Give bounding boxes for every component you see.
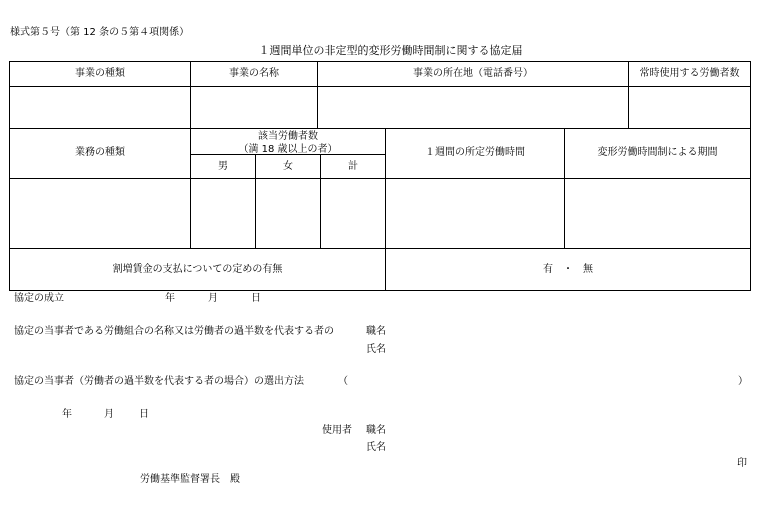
overtime-label: 割増賃金の支払についての定めの有無 (112, 264, 283, 275)
header-female: 女 (283, 161, 293, 172)
form-number: 様式第５号（第 12 条の５第４項関係） (10, 27, 190, 38)
union-title-label: 職名 (366, 326, 386, 337)
agreement-day: 日 (251, 293, 261, 304)
signing-day: 日 (139, 409, 149, 420)
agreement-month: 月 (208, 293, 218, 304)
agreement-year: 年 (165, 293, 175, 304)
method-paren-open: （ (338, 376, 348, 387)
signing-year: 年 (62, 409, 72, 420)
employer-label: 使用者 (322, 425, 352, 436)
form-title: １週間単位の非定型的変形労働時間制に関する協定届 (258, 44, 523, 57)
header-period: 変形労働時間制による期間 (597, 147, 718, 158)
union-name-label: 氏名 (366, 344, 386, 355)
addressee: 労働基準監督署長 殿 (140, 474, 240, 485)
union-label: 協定の当事者である労働組合の名称又は労働者の過半数を代表する者の (14, 326, 334, 337)
header-total: 計 (348, 161, 358, 172)
overtime-choice[interactable]: 有 ・ 無 (543, 264, 593, 275)
header-business-type: 事業の種類 (75, 68, 125, 79)
header-regular-workers: 常時使用する労働者数 (639, 68, 740, 79)
header-business-name: 事業の名称 (229, 68, 279, 79)
header-male: 男 (218, 161, 228, 172)
header-job-type: 業務の種類 (75, 147, 125, 158)
header-weekly-hours: １週間の所定労働時間 (425, 147, 525, 158)
agreement-date-label: 協定の成立 (14, 293, 64, 304)
signing-month: 月 (104, 409, 114, 420)
employer-name-label: 氏名 (366, 442, 386, 453)
employer-title-label: 職名 (366, 425, 386, 436)
header-workers-count: 該当労働者数 （満 18 歳以上の者） (238, 131, 338, 155)
method-label: 協定の当事者（労働者の過半数を代表する者の場合）の選出方法 (14, 376, 304, 387)
seal-mark: 印 (737, 458, 747, 469)
method-paren-close: ） (738, 376, 748, 387)
header-business-address: 事業の所在地（電話番号） (413, 68, 533, 79)
